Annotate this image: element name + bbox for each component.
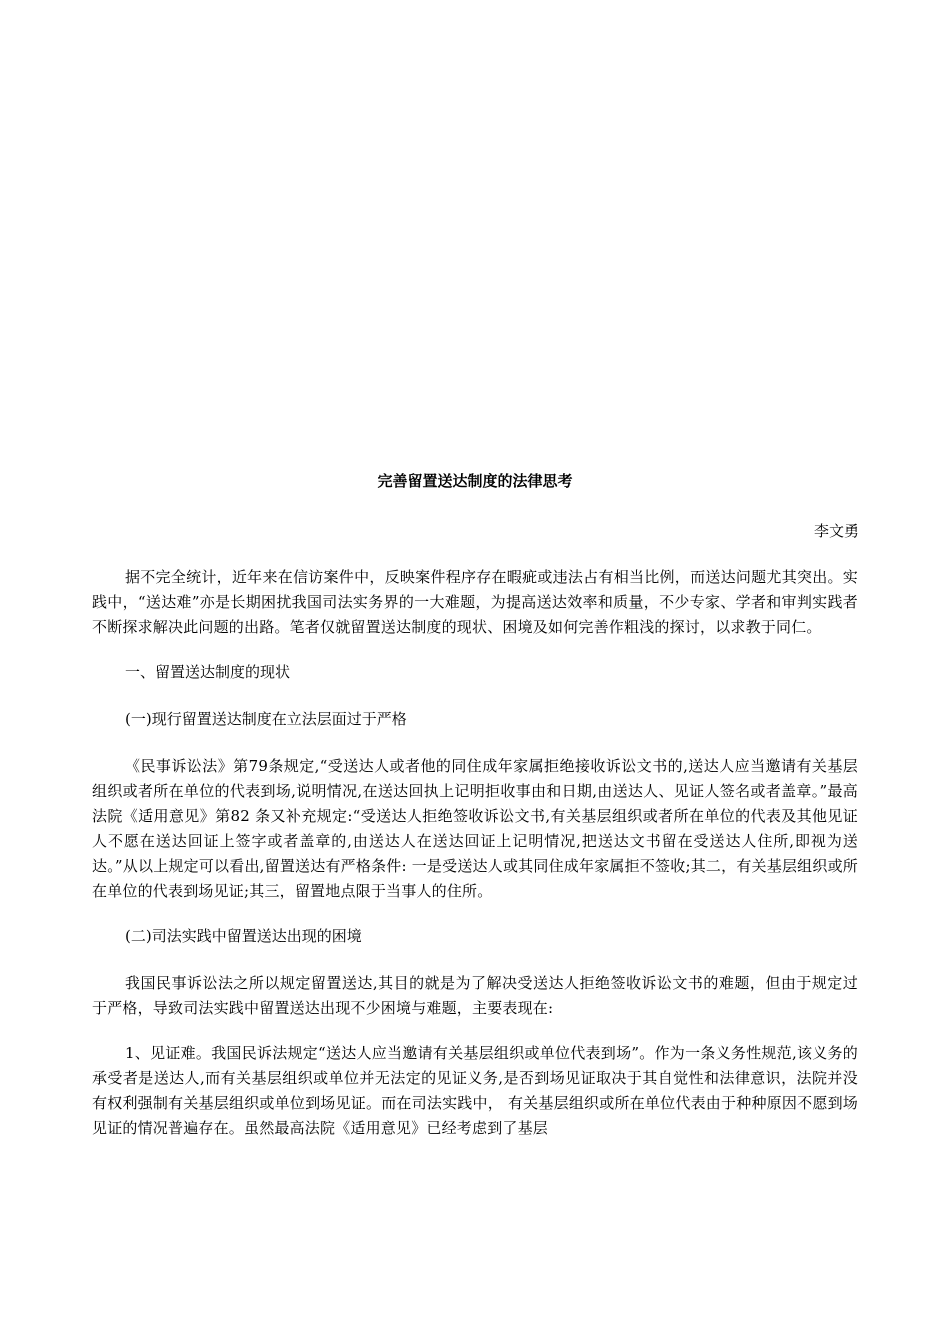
dilemma-intro-paragraph: 我国民事诉讼法之所以规定留置送达,其目的就是为了解决受送达人拒绝签收诉讼文书的难题，但由于规定过于严格，导致司法实践中留置送达出现不少困境与难题，主要表现在: — [92, 974, 858, 1017]
witness-difficulty-paragraph: 1、见证难。我国民诉法规定“送达人应当邀请有关基层组织或单位代表到场”。作为一条义务性规范,该义务的承受者是送达人,而有关基层组织或单位并无法定的见证义务,是否到场见证取决于其自觉性和法律意识，法院并没有权利强制有关基层组织或单位到场见证。而在司法实践中， 有关基层组织或所在单位代表由于种种原因不愿到场见证的情况普遍存在。虽然最高法院《适用意见》已经考虑到了基层 — [92, 1044, 858, 1137]
document-body — [92, 565, 858, 1161]
author-name: 李文勇 — [813, 522, 859, 540]
subsection-heading-2: (二)司法实践中留置送达出现的困境 — [125, 927, 362, 945]
document-title: 完善留置送达制度的法律思考 — [377, 472, 573, 490]
subsection-heading-1: (一)现行留置送达制度在立法层面过于严格 — [125, 710, 407, 728]
law-provision-paragraph: 《民事诉讼法》第79条规定,“受送达人或者他的同住成年家属拒绝接收诉讼文书的,送达人应当邀请有关基层组织或者所在单位的代表到场,说明情况,在送达回执上记明拒收事由和日期,由送达人、见证人签名或者盖章。”最高法院《适用意见》第82 条又补充规定:“受送达人拒绝签收诉讼文书,有关基层组织或者所在单位的代表及其他见证人不愿在送达回证上签字或者盖章的,由送达人在送达回证上记明情况,把送达文书留在受送达人住所,即视为送达。”从以上规定可以看出,留置送达有严格条件: 一是受送达人或其同住成年家属拒不签收;其二，有关基层组织或所在单位的代表到场见证;其三，留置地点限于当事人的住所。 — [92, 757, 858, 900]
section-heading-1: 一、留置送达制度的现状 — [125, 663, 291, 681]
intro-paragraph: 据不完全统计，近年来在信访案件中，反映案件程序存在暇疵或违法占有相当比例，而送达问题尤其突出。实践中，“送达难”亦是长期困扰我国司法实务界的一大难题，为提高送达效率和质量，不少专家、学者和审判实践者不断探求解决此问题的出路。笔者仅就留置送达制度的现状、困境及如何完善作粗浅的探讨，以求教于同仁。 — [92, 568, 858, 636]
